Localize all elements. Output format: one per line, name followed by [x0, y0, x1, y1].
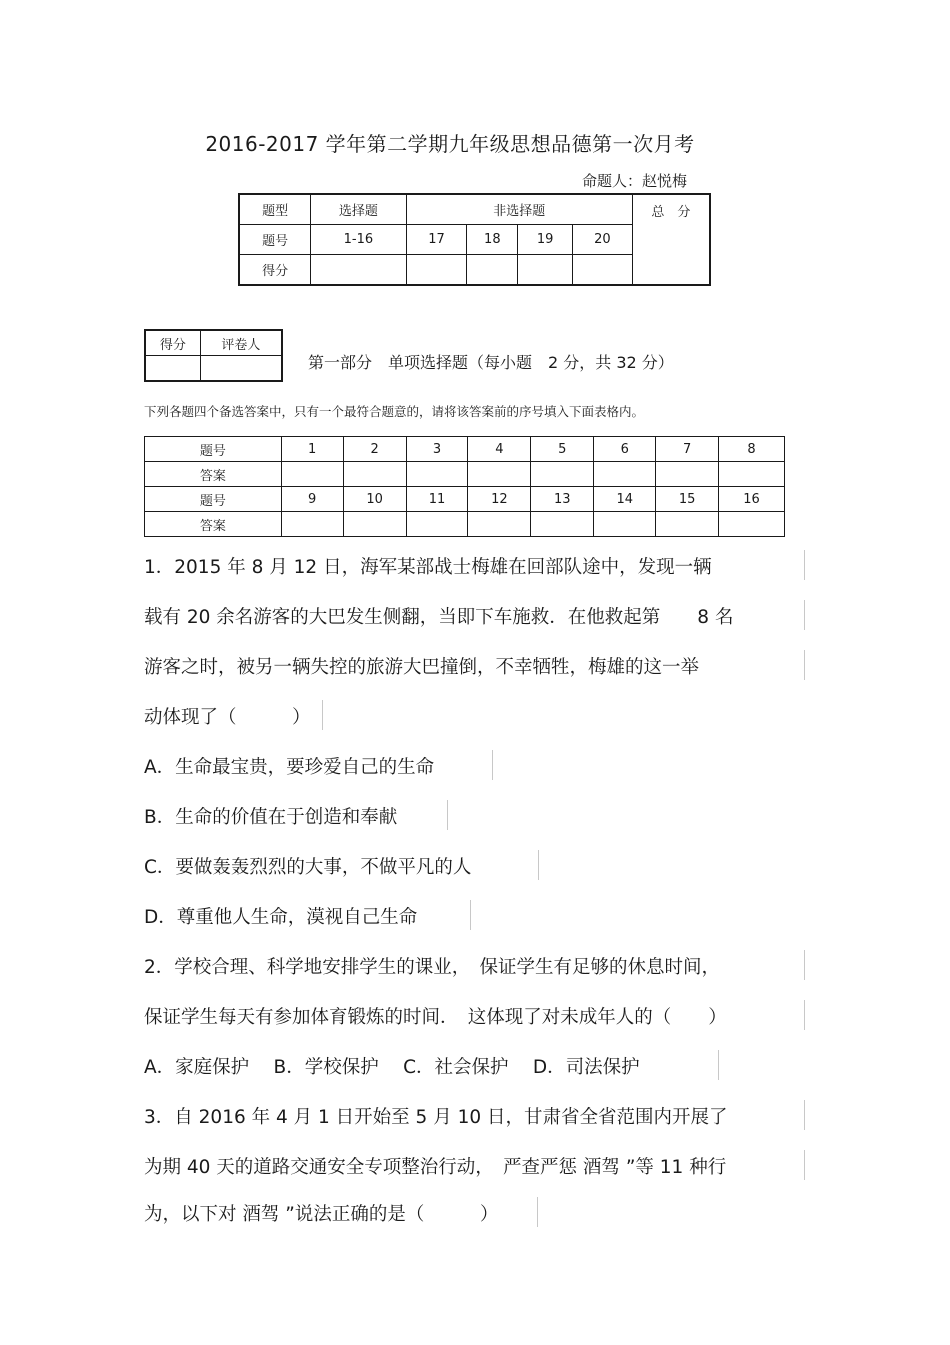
answer-table-cell: 9	[281, 487, 343, 512]
answer-table-cell: 10	[343, 487, 406, 512]
question-1-option-b: B．生命的价值在于创造和奉献	[144, 807, 398, 828]
question-2-line-2: 保证学生每天有参加体育锻炼的时间． 这体现了对未成年人的（ ）	[144, 1007, 727, 1028]
score-blank[interactable]	[467, 255, 518, 286]
answer-blank[interactable]	[719, 512, 785, 537]
answer-blank[interactable]	[719, 462, 785, 487]
question-3-line-1: 3．自 2016 年 4 月 1 日开始至 5 月 10 日，甘肃省全省范围内开展了	[144, 1107, 728, 1128]
grader-score-blank[interactable]	[145, 356, 200, 382]
answer-table-cell: 4	[468, 437, 531, 462]
answer-blank[interactable]	[594, 512, 656, 537]
answer-blank[interactable]	[468, 512, 531, 537]
answer-table-cell: 答案	[145, 462, 282, 487]
answer-table-cell: 5	[531, 437, 594, 462]
question-1-option-d: D．尊重他人生命，漠视自己生命	[144, 907, 418, 928]
answer-table-cell: 7	[656, 437, 719, 462]
answer-blank[interactable]	[531, 512, 594, 537]
answer-blank[interactable]	[594, 462, 656, 487]
score-blank[interactable]	[573, 255, 633, 286]
answer-table-cell: 6	[594, 437, 656, 462]
score-table-cell: 题号	[239, 225, 311, 255]
question-3-line-3: 为，以下对 酒驾 ”说法正确的是（ ）	[144, 1204, 499, 1225]
scan-edge-mark	[492, 750, 493, 780]
question-2-options: A．家庭保护 B．学校保护 C．社会保护 D．司法保护	[144, 1057, 640, 1078]
score-blank[interactable]	[311, 255, 407, 286]
answer-blank[interactable]	[406, 512, 468, 537]
answer-blank[interactable]	[343, 512, 406, 537]
score-blank[interactable]	[518, 255, 573, 286]
answer-table-cell: 3	[406, 437, 468, 462]
score-table-cell: 19	[518, 225, 573, 255]
scan-edge-mark	[718, 1050, 719, 1080]
answer-table-cell: 题号	[145, 487, 282, 512]
score-table	[238, 193, 711, 286]
answer-blank[interactable]	[281, 512, 343, 537]
scan-edge-mark	[322, 700, 323, 730]
grader-name-label: 评卷人	[200, 330, 282, 356]
score-blank[interactable]	[406, 255, 467, 286]
answer-blank[interactable]	[468, 462, 531, 487]
score-table-cell: 18	[467, 225, 518, 255]
score-table-cell: 20	[573, 225, 633, 255]
answer-table-cell: 答案	[145, 512, 282, 537]
grader-table	[144, 329, 283, 382]
answer-table-cell: 1	[281, 437, 343, 462]
question-3-line-2: 为期 40 天的道路交通安全专项整治行动， 严查严惩 酒驾 ”等 11 种行	[144, 1157, 727, 1178]
answer-table-cell: 14	[594, 487, 656, 512]
answer-blank[interactable]	[343, 462, 406, 487]
scan-edge-mark	[804, 650, 805, 680]
question-1-option-c: C．要做轰轰烈烈的大事，不做平凡的人	[144, 857, 472, 878]
answer-table-cell: 8	[719, 437, 785, 462]
scan-edge-mark	[804, 600, 805, 630]
scan-edge-mark	[804, 550, 805, 580]
answer-blank[interactable]	[281, 462, 343, 487]
answer-table-cell: 15	[656, 487, 719, 512]
answer-blank[interactable]	[406, 462, 468, 487]
answer-table-cell: 11	[406, 487, 468, 512]
scan-edge-mark	[537, 1197, 538, 1227]
part1-heading: 第一部分 单项选择题（每小题 2 分，共 32 分）	[308, 353, 674, 372]
question-2-line-1: 2．学校合理、科学地安排学生的课业， 保证学生有足够的休息时间，	[144, 957, 721, 978]
scan-edge-mark	[804, 1000, 805, 1030]
question-1-line-2: 载有 20 余名游客的大巴发生侧翻，当即下车施救．在他救起第 8 名	[144, 607, 734, 628]
answer-blank[interactable]	[656, 462, 719, 487]
scan-edge-mark	[804, 950, 805, 980]
score-table-cell: 1-16	[311, 225, 407, 255]
answer-table-cell: 13	[531, 487, 594, 512]
score-table-cell: 选择题	[311, 194, 407, 225]
answer-blank[interactable]	[531, 462, 594, 487]
question-1-line-4: 动体现了（ ）	[144, 707, 311, 728]
scan-edge-mark	[447, 800, 448, 830]
answer-blank[interactable]	[656, 512, 719, 537]
scan-edge-mark	[538, 850, 539, 880]
question-1-option-a: A．生命最宝贵，要珍爱自己的生命	[144, 757, 435, 778]
instruction-text: 下列各题四个备选答案中，只有一个最符合题意的，请将该答案前的序号填入下面表格内。	[144, 404, 645, 419]
score-table-cell: 非选择题	[406, 194, 632, 225]
answer-table-cell: 题号	[145, 437, 282, 462]
grader-score-label: 得分	[145, 330, 200, 356]
scan-edge-mark	[804, 1150, 805, 1180]
scan-edge-mark	[470, 900, 471, 930]
exam-title: 2016-2017 学年第二学期九年级思想品德第一次月考	[205, 132, 695, 156]
answer-table-cell: 2	[343, 437, 406, 462]
exam-author: 命题人：赵悦梅	[582, 172, 688, 190]
answer-table-cell: 12	[468, 487, 531, 512]
scan-edge-mark	[804, 1100, 805, 1130]
answer-table-cell: 16	[719, 487, 785, 512]
score-table-cell: 得分	[239, 255, 311, 286]
question-1-line-3: 游客之时，被另一辆失控的旅游大巴撞倒，不幸牺牲，梅雄的这一举	[144, 657, 700, 678]
score-table-total: 总 分	[632, 194, 710, 285]
question-1-line-1: 1．2015 年 8 月 12 日，海军某部战士梅雄在回部队途中，发现一辆	[144, 557, 712, 578]
score-table-cell: 题型	[239, 194, 311, 225]
grader-name-blank[interactable]	[200, 356, 282, 382]
score-table-cell: 17	[406, 225, 467, 255]
answer-table	[144, 436, 785, 537]
